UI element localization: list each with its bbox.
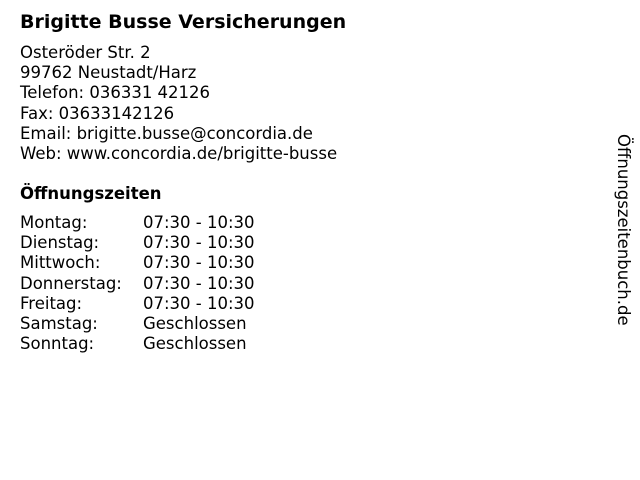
time-value: 07:30 - 10:30	[143, 273, 255, 293]
day-label: Sonntag:	[20, 334, 95, 354]
contact-block	[20, 43, 337, 164]
day-label: Freitag:	[20, 293, 83, 313]
day-label: Donnerstag:	[20, 273, 122, 293]
day-label: Samstag:	[20, 313, 98, 333]
website-url: Web: www.concordia.de/brigitte-busse	[20, 143, 338, 163]
city-address: 99762 Neustadt/Harz	[20, 63, 197, 83]
hours-heading: Öffnungszeiten	[20, 184, 162, 203]
time-value: 07:30 - 10:30	[143, 213, 255, 232]
time-value: 07:30 - 10:30	[143, 233, 255, 253]
day-label: Mittwoch:	[20, 253, 101, 273]
business-name: Brigitte Busse Versicherungen	[20, 11, 347, 33]
day-label: Dienstag:	[20, 233, 100, 253]
time-value: Geschlossen	[143, 334, 247, 354]
street-address: Osteröder Str. 2	[20, 43, 151, 62]
day-label: Montag:	[20, 213, 88, 232]
phone-number: Telefon: 036331 42126	[20, 83, 211, 103]
watermark-text: Öffnungszeitenbuch.de	[614, 134, 633, 326]
time-value: 07:30 - 10:30	[143, 293, 255, 313]
email-address: Email: brigitte.busse@concordia.de	[20, 123, 313, 143]
time-value: 07:30 - 10:30	[143, 253, 255, 273]
time-value: Geschlossen	[143, 313, 247, 333]
fax-number: Fax: 03633142126	[20, 103, 175, 123]
